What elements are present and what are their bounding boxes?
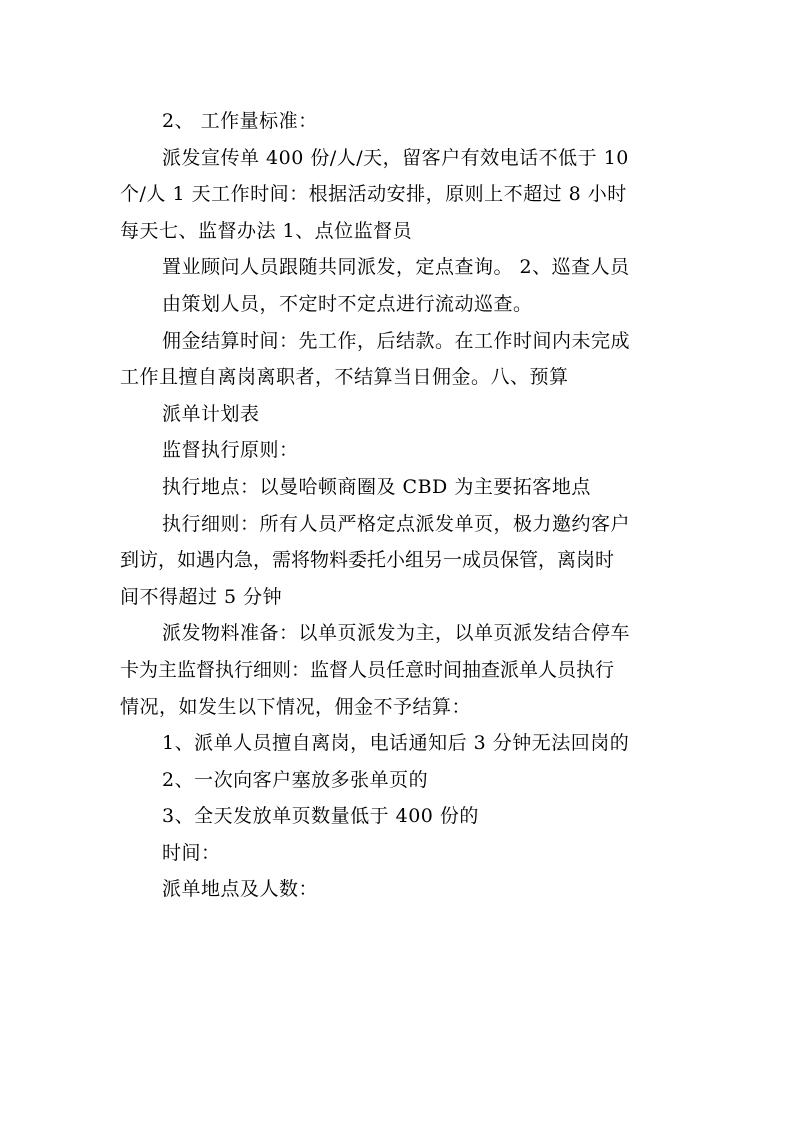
text-line: 每天七、监督办法 1、点位监督员 [120,219,413,242]
text-line: 工作且擅自离岗离职者，不结算当日佣金。八、预算 [120,366,569,389]
text-line: 到访，如遇内急，需将物料委托小组另一成员保管，离岗时 [120,549,615,572]
text-line: 卡为主监督执行细则：监督人员任意时间抽查派单人员执行 [120,658,615,681]
text-line: 个/人 1 天工作时间：根据活动安排，原则上不超过 8 小时 [120,183,627,206]
text-line: 执行细则：所有人员严格定点派发单页，极力邀约客户 [162,512,631,535]
text-line: 派发物料准备：以单页派发为主，以单页派发结合停车 [162,622,631,645]
text-line: 监督执行原则： [162,439,299,462]
text-line: 派单地点及人数： [162,878,319,901]
text-line: 1、派单人员擅自离岗，电话通知后 3 分钟无法回岗的 [162,732,630,755]
text-line: 间不得超过 5 分钟 [120,585,283,608]
text-line: 2、一次向客户塞放多张单页的 [162,768,429,791]
text-line: 3、全天发放单页数量低于 400 份的 [162,805,479,828]
text-line: 置业顾问人员跟随共同派发，定点查询。 2、巡查人员 [162,256,630,279]
text-line: 派单计划表 [162,402,260,425]
text-line: 执行地点：以曼哈顿商圈及 CBD 为主要拓客地点 [162,475,591,498]
text-line: 时间： [162,841,221,864]
text-line: 佣金结算时间：先工作，后结款。在工作时间内未完成 [162,329,631,352]
text-line: 2、 工作量标准： [162,110,318,132]
text-line: 派发宣传单 400 份/人/天，留客户有效电话不低于 10 [162,146,629,169]
text-line: 由策划人员，不定时不定点进行流动巡查。 [162,292,533,315]
text-line: 情况，如发生以下情况，佣金不予结算： [120,695,472,718]
document-body [120,103,680,908]
